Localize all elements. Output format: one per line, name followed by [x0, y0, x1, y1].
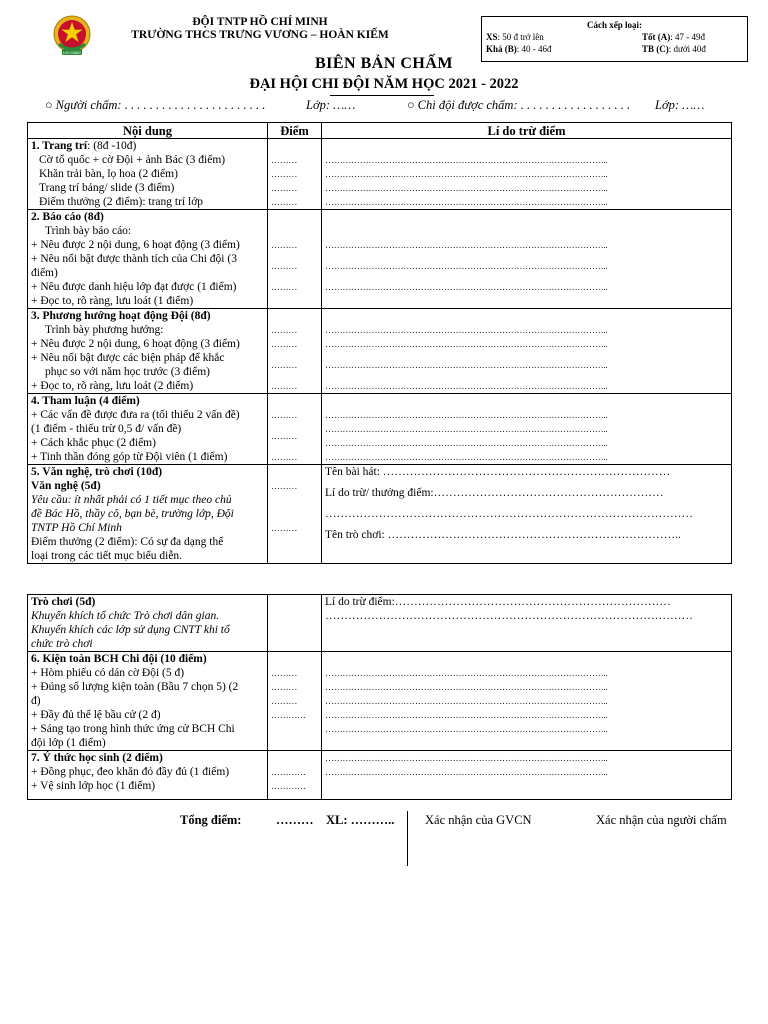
game-row	[28, 595, 732, 652]
reason-line[interactable]: ……………………………………………………………………………………..	[325, 183, 608, 193]
section-6-title: 6. Kiện toàn BCH Chi đội (10 điểm)	[31, 653, 207, 665]
section-4-row	[28, 394, 732, 465]
section-4-item: + Cách khắc phục (2 điểm)	[31, 437, 156, 449]
scoring-table	[27, 122, 732, 564]
game-item: Khuyến khích các lớp sử dụng CNTT khi tổ	[31, 624, 230, 636]
table-header-row	[28, 123, 732, 139]
section-2-item: điểm)	[31, 267, 58, 279]
subtitle-underline	[330, 95, 434, 96]
section-6-item: đ)	[31, 695, 41, 707]
rating-tb: TB (C): dưới 40đ	[642, 44, 706, 54]
score-blank[interactable]: ………	[271, 240, 298, 250]
score-blank[interactable]: ………	[271, 155, 298, 165]
section-7-title: 7. Ý thức học sinh (2 điểm)	[31, 752, 163, 764]
section-2-item: + Đọc to, rõ ràng, lưu loát (1 điểm)	[31, 295, 194, 307]
section-6-item: + Đầy đủ thể lệ bầu cử (2 đ)	[31, 709, 161, 721]
reason-line[interactable]: ……………………………………………………………………………………..	[325, 424, 608, 434]
section-1-item: Khăn trải bàn, lọ hoa (2 điểm)	[39, 168, 178, 180]
song-name-field[interactable]: Tên bài hát: …………………………………………………………………	[325, 466, 671, 478]
score-blank[interactable]: …………	[271, 781, 306, 791]
reason-line[interactable]: ……………………………………………………………………………………..	[325, 325, 608, 335]
section-1-item: Điểm thưởng (2 điểm): trang trí lớp	[39, 196, 204, 208]
graded-class-field[interactable]: Lớp: ……	[655, 98, 705, 112]
score-blank[interactable]: ………	[271, 668, 298, 678]
game-score[interactable]	[268, 595, 322, 652]
section-2-lead: Trình bày báo cáo:	[45, 225, 132, 237]
section-4-item: + Các vấn đề được đưa ra (tối thiểu 2 vấn đề)	[31, 409, 240, 421]
section-5-content	[28, 465, 268, 564]
reason-line[interactable]: ……………………………………………………………………………………..	[325, 710, 608, 720]
score-blank[interactable]: ………	[271, 431, 298, 441]
reason-line[interactable]: ……………………………………………………………………………………..	[325, 261, 608, 271]
section-5-title: 5. Văn nghệ, trò chơi (10đ)	[31, 466, 163, 478]
section-1-title: 1. Trang trí: (8đ -10đ)	[31, 140, 137, 152]
score-blank[interactable]: ………	[271, 410, 298, 420]
section-2-item: + Nêu được danh hiệu lớp đạt được (1 điểm)	[31, 281, 237, 293]
score-blank[interactable]: ………	[271, 696, 298, 706]
section-5-bonus: loại trong các tiết mục biểu diễn.	[31, 550, 183, 562]
section-5-sub: Văn nghệ (5đ)	[31, 480, 101, 492]
section-6-item: + Sáng tạo trong hình thức ứng cử BCH Chi	[31, 723, 235, 735]
section-6-item: + Hòm phiếu có dán cờ Đội (5 đ)	[31, 667, 185, 679]
section-1-score[interactable]	[268, 139, 322, 210]
total-score-field[interactable]: ………	[276, 813, 314, 827]
score-blank[interactable]: ………	[271, 339, 298, 349]
section-2-content	[28, 210, 268, 309]
game-title: Trò chơi (5đ)	[31, 596, 96, 608]
section-6-item: + Đúng số lượng kiện toàn (Bầu 7 chọn 5) (2	[31, 681, 239, 693]
section-5-reason-field[interactable]: Lí do trừ/ thưởng điểm:……………………………………………………	[325, 487, 664, 499]
grader-class-field[interactable]: Lớp: ……	[306, 98, 356, 112]
section-3-title: 3. Phương hướng hoạt động Đội (8đ)	[31, 310, 211, 322]
section-5-score[interactable]	[268, 465, 322, 564]
rating-kha: Khá (B): 40 - 46đ	[486, 44, 552, 54]
reason-line[interactable]: ……………………………………………………………………………………..	[325, 767, 608, 777]
gvcn-confirmation: Xác nhận của GVCN	[425, 813, 532, 827]
reason-line[interactable]: ……………………………………………………………………………………..	[325, 410, 608, 420]
document-subtitle: ĐẠI HỘI CHI ĐỘI NĂM HỌC 2021 - 2022	[249, 76, 519, 92]
section-6-row	[28, 652, 732, 751]
game-name-field[interactable]: Tên trò chơi: …………………………………………………………………..	[325, 529, 681, 541]
section-3-lead: Trình bày phương hướng:	[45, 324, 164, 336]
reason-line[interactable]: ……………………………………………………………………………………..	[325, 438, 608, 448]
game-item: Khuyến khích tổ chức Trò chơi dân gian.	[31, 610, 220, 622]
reason-line[interactable]: ……………………………………………………………………………………	[325, 508, 693, 520]
section-4-title: 4. Tham luận (4 điểm)	[31, 395, 140, 407]
score-blank[interactable]: ………	[271, 523, 298, 533]
header-score: Điểm	[268, 123, 322, 139]
section-3-item: phục so với năm học trước (3 điểm)	[45, 366, 210, 378]
reason-line[interactable]: ……………………………………………………………………………………..	[325, 339, 608, 349]
section-1-item: Cờ tổ quốc + cờ Đội + ảnh Bác (3 điểm)	[39, 154, 226, 166]
graded-chidoi-field[interactable]: ○ Chi đội được chấm: . . . . . . . . . . . . . . . . . .	[407, 98, 631, 112]
section-5-bonus: Điểm thưởng (2 điểm): Có sự đa dạng thể	[31, 536, 224, 548]
section-2-score[interactable]	[268, 210, 322, 309]
reason-line[interactable]: ……………………………………………………………………………………..	[325, 668, 608, 678]
game-reason[interactable]	[322, 595, 732, 652]
section-1-reason[interactable]	[322, 139, 732, 210]
section-2-reason[interactable]	[322, 210, 732, 309]
score-blank[interactable]: ………	[271, 381, 298, 391]
header-content: Nội dung	[28, 123, 268, 139]
section-7-item: + Vệ sinh lớp học (1 điểm)	[31, 780, 156, 792]
rating-xs: XS: 50 đ trở lên	[486, 32, 544, 42]
game-content	[28, 595, 268, 652]
reason-line[interactable]: ……………………………………………………………………………………..	[325, 452, 608, 462]
section-2-item: + Nêu được 2 nội dung, 6 hoạt động (3 điểm)	[31, 239, 240, 251]
section-7-content	[28, 751, 268, 800]
signature-divider	[407, 811, 408, 866]
org-name-line1: ĐỘI TNTP HỒ CHÍ MINH	[192, 16, 328, 28]
section-1-content	[28, 139, 268, 210]
section-6-item: đội lớp (1 điểm)	[31, 737, 106, 749]
section-3-score[interactable]	[268, 309, 322, 394]
game-reason-field[interactable]: Lí do trừ điểm:………………………………………………………………	[325, 596, 671, 608]
reason-line[interactable]: ……………………………………………………………………………………..	[325, 696, 608, 706]
section-5-row	[28, 465, 732, 564]
score-blank[interactable]: ………	[271, 282, 298, 292]
section-7-item: + Đồng phục, đeo khăn đỏ đầy đủ (1 điểm)	[31, 766, 230, 778]
header-reason: Lí do trừ điểm	[322, 123, 732, 139]
total-score-label: Tổng điểm:	[180, 813, 242, 827]
classification-field[interactable]: XL: ………..	[326, 813, 395, 827]
reason-line[interactable]: ……………………………………………………………………………………..	[325, 155, 608, 165]
section-7-row	[28, 751, 732, 800]
rating-legend-title: Cách xếp loại:	[587, 20, 642, 30]
score-blank[interactable]: ………	[271, 169, 298, 179]
section-1-row	[28, 139, 732, 210]
score-blank[interactable]: ………	[271, 682, 298, 692]
reason-line[interactable]: ……………………………………………………………………………………..	[325, 282, 608, 292]
scoring-table-continued	[27, 594, 732, 800]
section-4-score[interactable]	[268, 394, 322, 465]
section-4-item: + Tinh thần đóng góp từ Đội viên (1 điểm)	[31, 451, 228, 463]
reason-line[interactable]: ……………………………………………………………………………………..	[325, 197, 608, 207]
section-5-reason[interactable]	[322, 465, 732, 564]
section-2-row	[28, 210, 732, 309]
score-blank[interactable]: ………	[271, 261, 298, 271]
section-7-score[interactable]	[268, 751, 322, 800]
score-blank[interactable]: ………	[271, 197, 298, 207]
score-blank[interactable]: ………	[271, 452, 298, 462]
section-4-content	[28, 394, 268, 465]
section-3-item: + Nêu được 2 nội dung, 6 hoạt động (3 điểm)	[31, 338, 240, 350]
section-6-content	[28, 652, 268, 751]
game-item: chức trò chơi	[31, 638, 93, 650]
section-6-reason[interactable]	[322, 652, 732, 751]
section-5-requirement: TNTP Hồ Chí Minh	[31, 522, 122, 534]
rating-tot: Tốt (A): 47 - 49đ	[642, 32, 705, 42]
score-blank[interactable]: ………	[271, 183, 298, 193]
score-blank[interactable]: …………	[271, 710, 306, 720]
grader-confirmation: Xác nhận của người chấm	[596, 813, 727, 827]
section-2-item: + Nêu nổi bật được thành tích của Chi đội (3	[31, 253, 237, 265]
section-3-content	[28, 309, 268, 394]
score-blank[interactable]: ………	[271, 481, 298, 491]
section-3-row	[28, 309, 732, 394]
score-blank[interactable]: ………	[271, 325, 298, 335]
svg-text:LUU GIANG: LUU GIANG	[63, 51, 81, 55]
reason-line[interactable]: ……………………………………………………………………………………..	[325, 724, 608, 734]
section-1-item: Trang trí bảng/ slide (3 điểm)	[39, 182, 175, 194]
reason-line[interactable]: ……………………………………………………………………………………..	[325, 169, 608, 179]
grader-field[interactable]: ○ Người chấm: . . . . . . . . . . . . . . . . . . . . . . .	[45, 98, 266, 112]
score-blank[interactable]: …………	[271, 767, 306, 777]
reason-line[interactable]: ……………………………………………………………………………………..	[325, 240, 608, 250]
score-blank[interactable]: ………	[271, 360, 298, 370]
section-3-item: + Nêu nổi bật được các biện pháp để khắc	[31, 352, 225, 364]
section-7-reason[interactable]	[322, 751, 732, 800]
reason-line[interactable]: ……………………………………………………………………………………..	[325, 360, 608, 370]
reason-line[interactable]: ……………………………………………………………………………………..	[325, 381, 608, 391]
reason-line[interactable]: ……………………………………………………………………………………	[325, 610, 693, 622]
section-3-reason[interactable]	[322, 309, 732, 394]
section-3-item: + Đọc to, rõ ràng, lưu loát (2 điểm)	[31, 380, 194, 392]
reason-line[interactable]: ……………………………………………………………………………………..	[325, 753, 608, 763]
org-name-line2: TRƯỜNG THCS TRƯNG VƯƠNG – HOÀN KIẾM	[131, 29, 389, 41]
section-2-title: 2. Báo cáo (8đ)	[31, 211, 104, 223]
section-5-requirement: đề Bác Hồ, thầy cô, bạn bè, trường lớp, Đội	[31, 508, 234, 520]
section-6-score[interactable]	[268, 652, 322, 751]
section-5-requirement: Yêu cầu: ít nhất phải có 1 tiết mục theo chủ	[31, 494, 232, 506]
section-4-reason[interactable]	[322, 394, 732, 465]
section-4-item: (1 điểm - thiếu trừ 0,5 đ/ vấn đề)	[31, 423, 182, 435]
document-title: BIÊN BẢN CHẤM	[314, 55, 454, 72]
reason-line[interactable]: ……………………………………………………………………………………..	[325, 682, 608, 692]
